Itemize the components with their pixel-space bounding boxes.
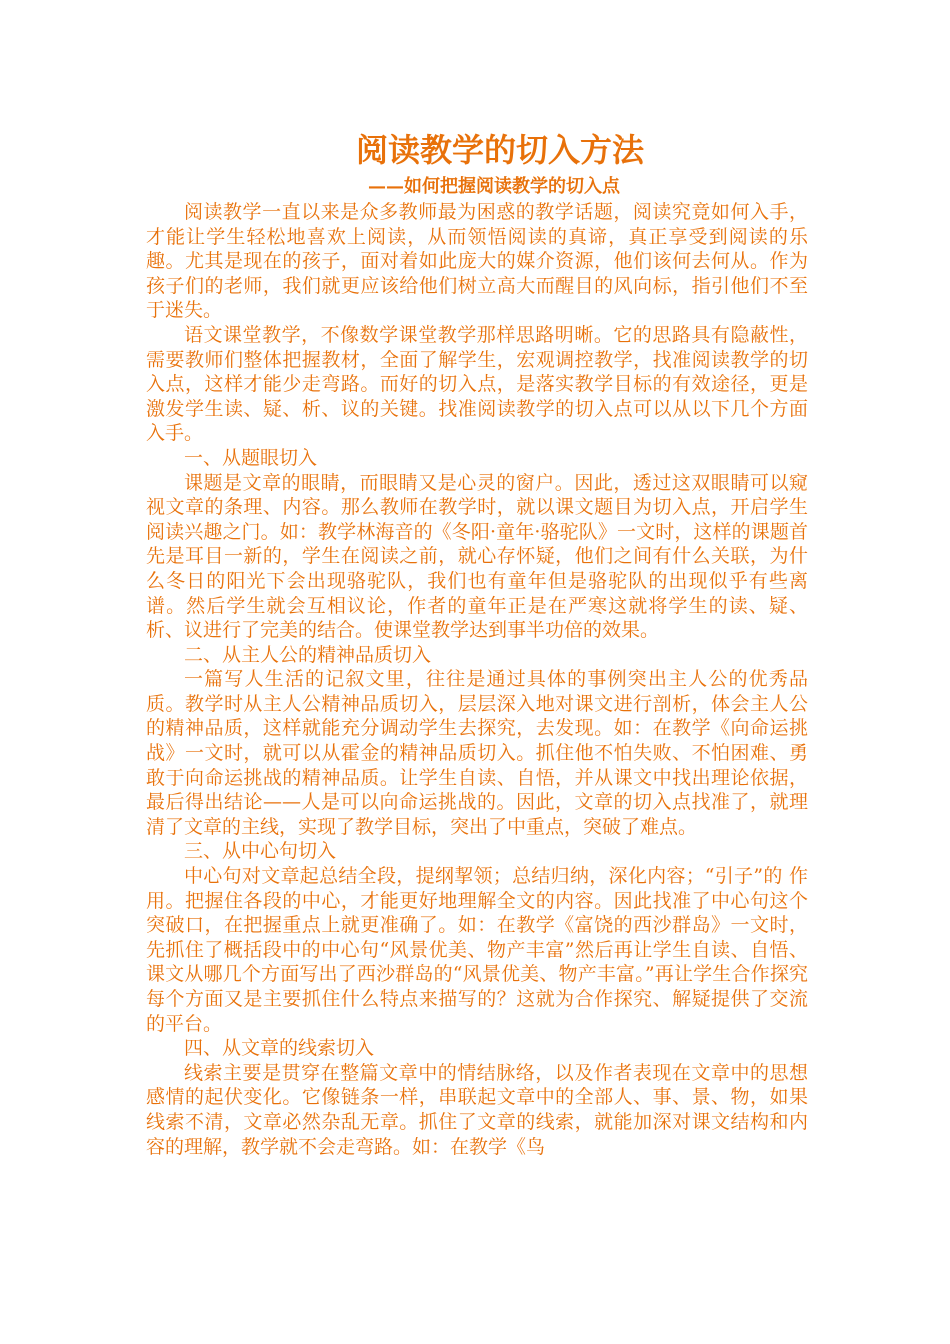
intro-paragraph: 阅读教学一直以来是众多教师最为困惑的教学话题，阅读究竟如何入手，才能让学生轻松地喜欢上阅读，从而领悟阅读的真谛，真正享受到阅读的乐趣。尤其是现在的孩子，面对着如此庞大的媒介资源，他们该何去何从。作为孩子们的老师，我们就更应该给他们树立高大而醒目的风向标，指引他们不至于迷失。 [146, 201, 808, 322]
document-body [146, 200, 808, 1159]
document-subtitle: ——如何把握阅读教学的切入点 [368, 176, 620, 197]
overview-paragraph: 语文课堂教学，不像数学课堂教学那样思路明晰。它的思路具有隐蔽性，需要教师们整体把握教材，全面了解学生，宏观调控教学，找准阅读教学的切入点，这样才能少走弯路。而好的切入点，是落实教学目标的有效途径，更是激发学生读、疑、析、议的关键。找准阅读教学的切入点可以从以下几个方面入手。 [146, 323, 808, 445]
document-title: 阅读教学的切入方法 [356, 131, 645, 169]
section-paragraph-4: 线索主要是贯穿在整篇文章中的情结脉络，以及作者表现在文章中的思想感情的起伏变化。它像链条一样，串联起文章中的全部人、事、景、物，如果线索不清，文章必然杂乱无章。抓住了文章的线索，就能加深对课文结构和内容的理解，教学就不会走弯路。如：在教学《鸟 [146, 1061, 808, 1158]
section-heading-4: 四、从文章的线索切入 [184, 1037, 375, 1060]
section-heading-3: 三、从中心句切入 [184, 840, 337, 863]
section-heading-1: 一、从题眼切入 [184, 446, 318, 469]
section-paragraph-2: 一篇写人生活的记叙文里，往往是通过具体的事例突出主人公的优秀品质。教学时从主人公精神品质切入，层层深入地对课文进行剖析，体会主人公的精神品质，这样就能充分调动学生去探究，去发现。如：在教学《向命运挑战》一文时，就可以从霍金的精神品质切入。抓住他不怕失败、不怕困难、勇敢于向命运挑战的精神品质。让学生自读、自悟，并从课文中找出理论依据，最后得出结论——人是可以向命运挑战的。因此，文章的切入点找准了，就理清了文章的主线，实现了教学目标，突出了中重点，突破了难点。 [146, 668, 808, 838]
section-paragraph-3: 中心句对文章起总结全段，提纲挈领；总结归纳，深化内容；“引子”的 作用。把握住各段的中心，才能更好地理解全文的内容。因此找准了中心句这个突破口，在把握重点上就更准确了。如：在教学《富饶的西沙群岛》一文时，先抓住了概括段中的中心句“风景优美、物产丰富”然后再让学生自读、自悟、课文从哪几个方面写出了西沙群岛的“风景优美、物产丰富。”再让学生合作探究每个方面又是主要抓住什么特点来描写的？这就为合作探究、解疑提供了交流的平台。 [146, 865, 808, 1035]
section-paragraph-1: 课题是文章的眼睛，而眼睛又是心灵的窗户。因此，透过这双眼睛可以窥视文章的条理、内容。那么教师在教学时，就以课文题目为切入点，开启学生阅读兴趣之门。如：教学林海音的《冬阳·童年·骆驼队》一文时，这样的课题首先是耳目一新的，学生在阅读之前，就心存怀疑，他们之间有什么关联，为什么冬日的阳光下会出现骆驼队，我们也有童年但是骆驼队的出现似乎有些离谱。然后学生就会互相议论，作者的童年正是在严寒这就将学生的读、疑、析、议进行了完美的结合。使课堂教学达到事半功倍的效果。 [146, 471, 808, 642]
section-heading-2: 二、从主人公的精神品质切入 [184, 643, 432, 666]
